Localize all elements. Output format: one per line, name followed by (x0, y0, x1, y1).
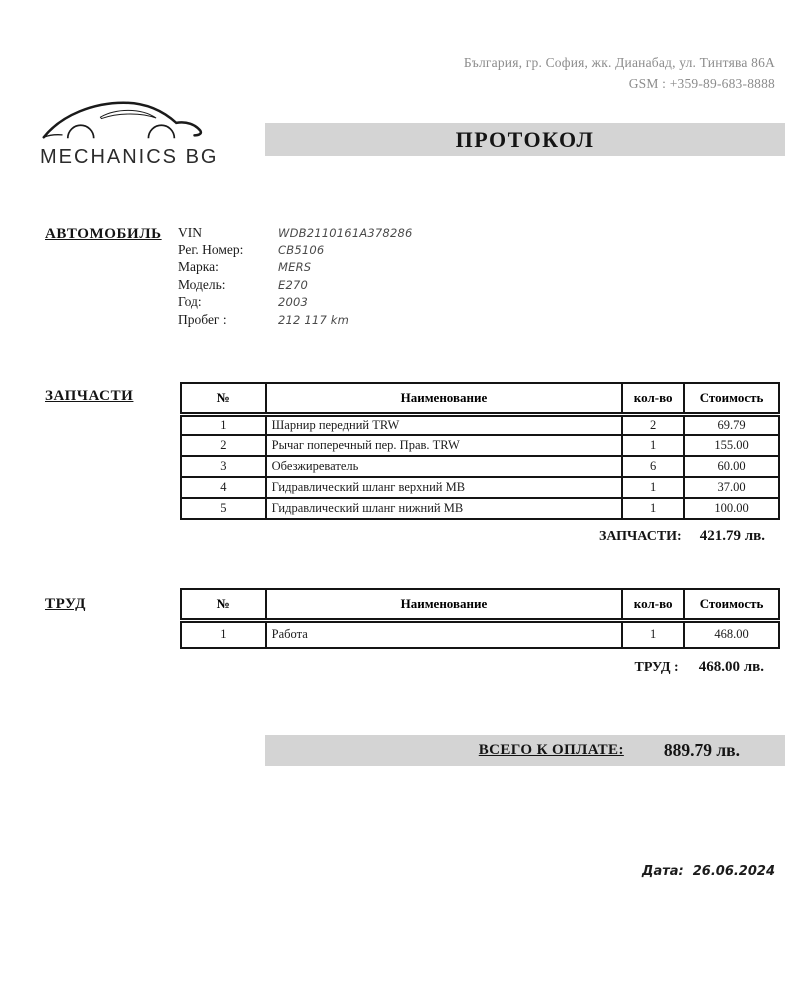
cell-name: Работа (266, 620, 623, 648)
cell-cost: 468.00 (684, 620, 779, 648)
vehicle-field-make (178, 259, 413, 276)
grand-total-label: ВСЕГО К ОПЛАТЕ: (478, 742, 624, 758)
car-sketch-icon (40, 96, 205, 144)
cell-number: 1 (181, 414, 266, 435)
vehicle-section-label: АВТОМОБИЛЬ (45, 226, 162, 242)
field-label: Пробег : (178, 311, 227, 327)
address-line: България, гр. София, жк. Дианабад, ул. Тинтява 86А (463, 55, 775, 70)
vehicle-field-model (178, 276, 413, 293)
field-label: Год: (178, 294, 202, 310)
vehicle-field-mileage (178, 311, 413, 328)
column-header-number: № (181, 589, 266, 620)
parts-header-row (181, 383, 779, 414)
labor-total-label: ТРУД : (634, 660, 679, 675)
cell-number: 4 (181, 477, 266, 498)
cell-number: 3 (181, 456, 266, 477)
vehicle-info (178, 224, 413, 328)
cell-qty: 1 (622, 477, 684, 498)
table-row (181, 620, 779, 648)
parts-table (180, 382, 780, 520)
logo-text: MECHANICS BG (40, 146, 219, 168)
field-value: WDB2110161A378286 (278, 225, 413, 240)
labor-total-value: 468.00 лв. (698, 659, 764, 675)
field-value: MERS (278, 260, 312, 275)
column-header-qty: кол-во (622, 589, 684, 620)
field-value: E270 (278, 277, 309, 292)
cell-cost: 37.00 (684, 477, 779, 498)
field-label: Марка: (178, 259, 219, 275)
table-row (181, 477, 779, 498)
labor-total-line (635, 659, 764, 676)
labor-section-label: ТРУД (45, 596, 87, 612)
cell-number: 5 (181, 498, 266, 519)
cell-cost: 69.79 (684, 414, 779, 435)
labor-header-row (181, 589, 779, 620)
document-title-bar (265, 123, 785, 156)
parts-total-value: 421.79 лв. (699, 528, 765, 544)
parts-total-label: ЗАПЧАСТИ: (598, 529, 682, 544)
cell-qty: 6 (622, 456, 684, 477)
cell-qty: 1 (622, 620, 684, 648)
table-row (181, 414, 779, 435)
grand-total-value: 889.79 лв. (663, 740, 740, 760)
date-value: 26.06.2024 (692, 864, 775, 879)
cell-cost: 100.00 (684, 498, 779, 519)
field-label: Рег. Номер: (178, 242, 244, 258)
cell-name: Гидравлический шланг нижний МВ (266, 498, 623, 519)
vehicle-field-year (178, 294, 413, 311)
column-header-qty: кол-во (622, 383, 684, 414)
field-label: VIN (178, 224, 202, 240)
column-header-cost: Стоимость (684, 589, 779, 620)
column-header-number: № (181, 383, 266, 414)
cell-qty: 1 (622, 498, 684, 519)
cell-name: Рычаг поперечный пер. Прав. TRW (266, 435, 623, 456)
field-label: Модель: (178, 276, 226, 292)
cell-number: 2 (181, 435, 266, 456)
cell-cost: 155.00 (684, 435, 779, 456)
date-label: Дата: (641, 864, 684, 879)
column-header-name: Наименование (266, 383, 623, 414)
date-line (642, 864, 775, 879)
grand-total-bar (265, 735, 785, 766)
cell-name: Обезжиреватель (266, 456, 623, 477)
column-header-name: Наименование (266, 589, 623, 620)
cell-name: Шарнир передний TRW (266, 414, 623, 435)
column-header-cost: Стоимость (684, 383, 779, 414)
field-value: 212 117 km (278, 312, 350, 327)
table-row (181, 456, 779, 477)
document-title: ПРОТОКОЛ (455, 126, 595, 152)
company-logo (40, 96, 219, 169)
cell-qty: 2 (622, 414, 684, 435)
field-value: CB5106 (278, 243, 325, 258)
vehicle-field-vin (178, 224, 413, 241)
vehicle-field-reg-number (178, 241, 413, 258)
table-row (181, 435, 779, 456)
cell-qty: 1 (622, 435, 684, 456)
cell-cost: 60.00 (684, 456, 779, 477)
cell-name: Гидравлический шланг верхний МВ (266, 477, 623, 498)
parts-section-label: ЗАПЧАСТИ (45, 388, 134, 404)
cell-number: 1 (181, 620, 266, 648)
table-row (181, 498, 779, 519)
phone-line: GSM : +359-89-683-8888 (628, 76, 775, 91)
labor-table (180, 588, 780, 649)
field-value: 2003 (278, 295, 309, 310)
company-address (464, 52, 775, 94)
parts-total-line (599, 528, 765, 545)
